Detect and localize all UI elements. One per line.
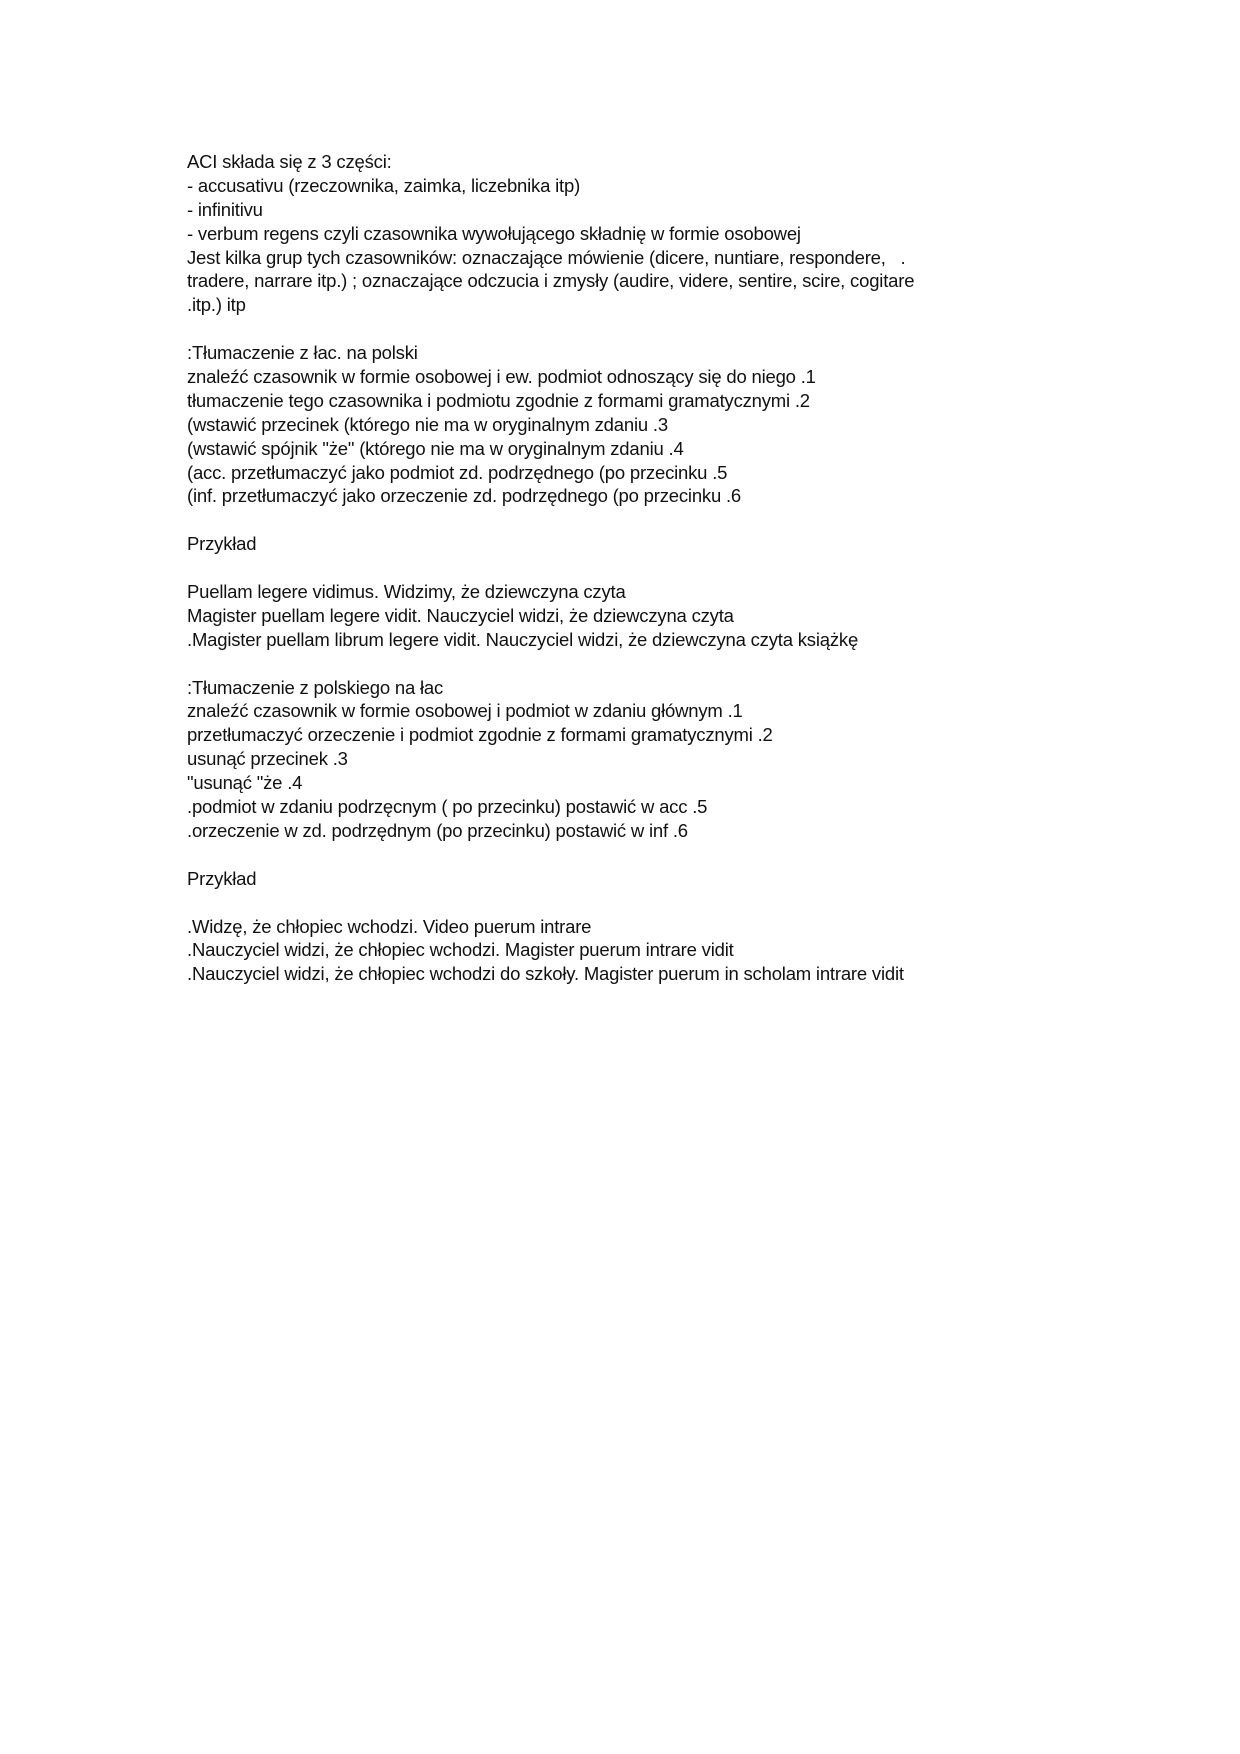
example-sentence: .Magister puellam librum legere vidit. Nauczyciel widzi, że dziewczyna czyta książkę [187, 628, 859, 650]
step-item: usunąć przecinek .3 [187, 748, 348, 770]
spacer [187, 508, 1067, 532]
aci-part-accusativus: - accusativu (rzeczownika, zaimka, liczebnika itp) [187, 174, 581, 196]
example-label: Przykład [187, 867, 257, 889]
spacer [187, 652, 1067, 676]
spacer [187, 891, 1067, 915]
aci-part-infinitivus: - infinitivu [187, 198, 263, 220]
document-body [187, 150, 1067, 986]
example-sentence: Magister puellam legere vidit. Nauczyciel widzi, że dziewczyna czyta [187, 604, 734, 626]
step-item: znaleźć czasownik w formie osobowej i ew. podmiot odnoszący się do niego .1 [187, 366, 816, 388]
step-item: .podmiot w zdaniu podrzęcnym ( po przecinku) postawić w acc .5 [187, 796, 708, 818]
aci-part-verbum-regens: - verbum regens czyli czasownika wywołującego składnię w formie osobowej [187, 222, 801, 244]
spacer [187, 843, 1067, 867]
step-item: (acc. przetłumaczyć jako podmiot zd. podrzędnego (po przecinku .5 [187, 461, 728, 483]
verb-groups-line: .itp.) itp [187, 294, 246, 316]
example-sentence: .Widzę, że chłopiec wchodzi. Video puerum intrare [187, 915, 592, 937]
step-item: (wstawić przecinek (którego nie ma w oryginalnym zdaniu .3 [187, 413, 668, 435]
step-item: (inf. przetłumaczyć jako orzeczenie zd. podrzędnego (po przecinku .6 [187, 485, 742, 507]
step-item: znaleźć czasownik w formie osobowej i podmiot w zdaniu głównym .1 [187, 700, 743, 722]
example-sentence: .Nauczyciel widzi, że chłopiec wchodzi do szkoły. Magister puerum in scholam intrare vidit [187, 963, 904, 985]
section-heading-pl-lat: :Tłumaczenie z polskiego na łac [187, 676, 444, 698]
intro-heading: ACI składa się z 3 części: [187, 151, 392, 172]
step-item: .orzeczenie w zd. podrzędnym (po przecinku) postawić w inf .6 [187, 819, 688, 841]
step-item: przetłumaczyć orzeczenie i podmiot zgodnie z formami gramatycznymi .2 [187, 724, 773, 746]
example-sentence: .Nauczyciel widzi, że chłopiec wchodzi. Magister puerum intrare vidit [187, 939, 734, 961]
spacer [187, 556, 1067, 580]
verb-groups-line: Jest kilka grup tych czasowników: oznaczające mówienie (dicere, nuntiare, respondere, . [187, 246, 906, 268]
spacer [187, 317, 1067, 341]
example-sentence: Puellam legere vidimus. Widzimy, że dziewczyna czyta [187, 581, 626, 603]
verb-groups-line: tradere, narrare itp.) ; oznaczające odczucia i zmysły (audire, videre, sentire, scire, cogitare [187, 270, 915, 292]
step-item: tłumaczenie tego czasownika i podmiotu zgodnie z formami gramatycznymi .2 [187, 389, 810, 411]
step-item: (wstawić spójnik "że" (którego nie ma w oryginalnym zdaniu .4 [187, 437, 684, 459]
example-label: Przykład [187, 533, 257, 555]
step-item: "usunąć "że .4 [187, 772, 303, 794]
section-heading-lat-pl: :Tłumaczenie z łac. na polski [187, 342, 418, 364]
